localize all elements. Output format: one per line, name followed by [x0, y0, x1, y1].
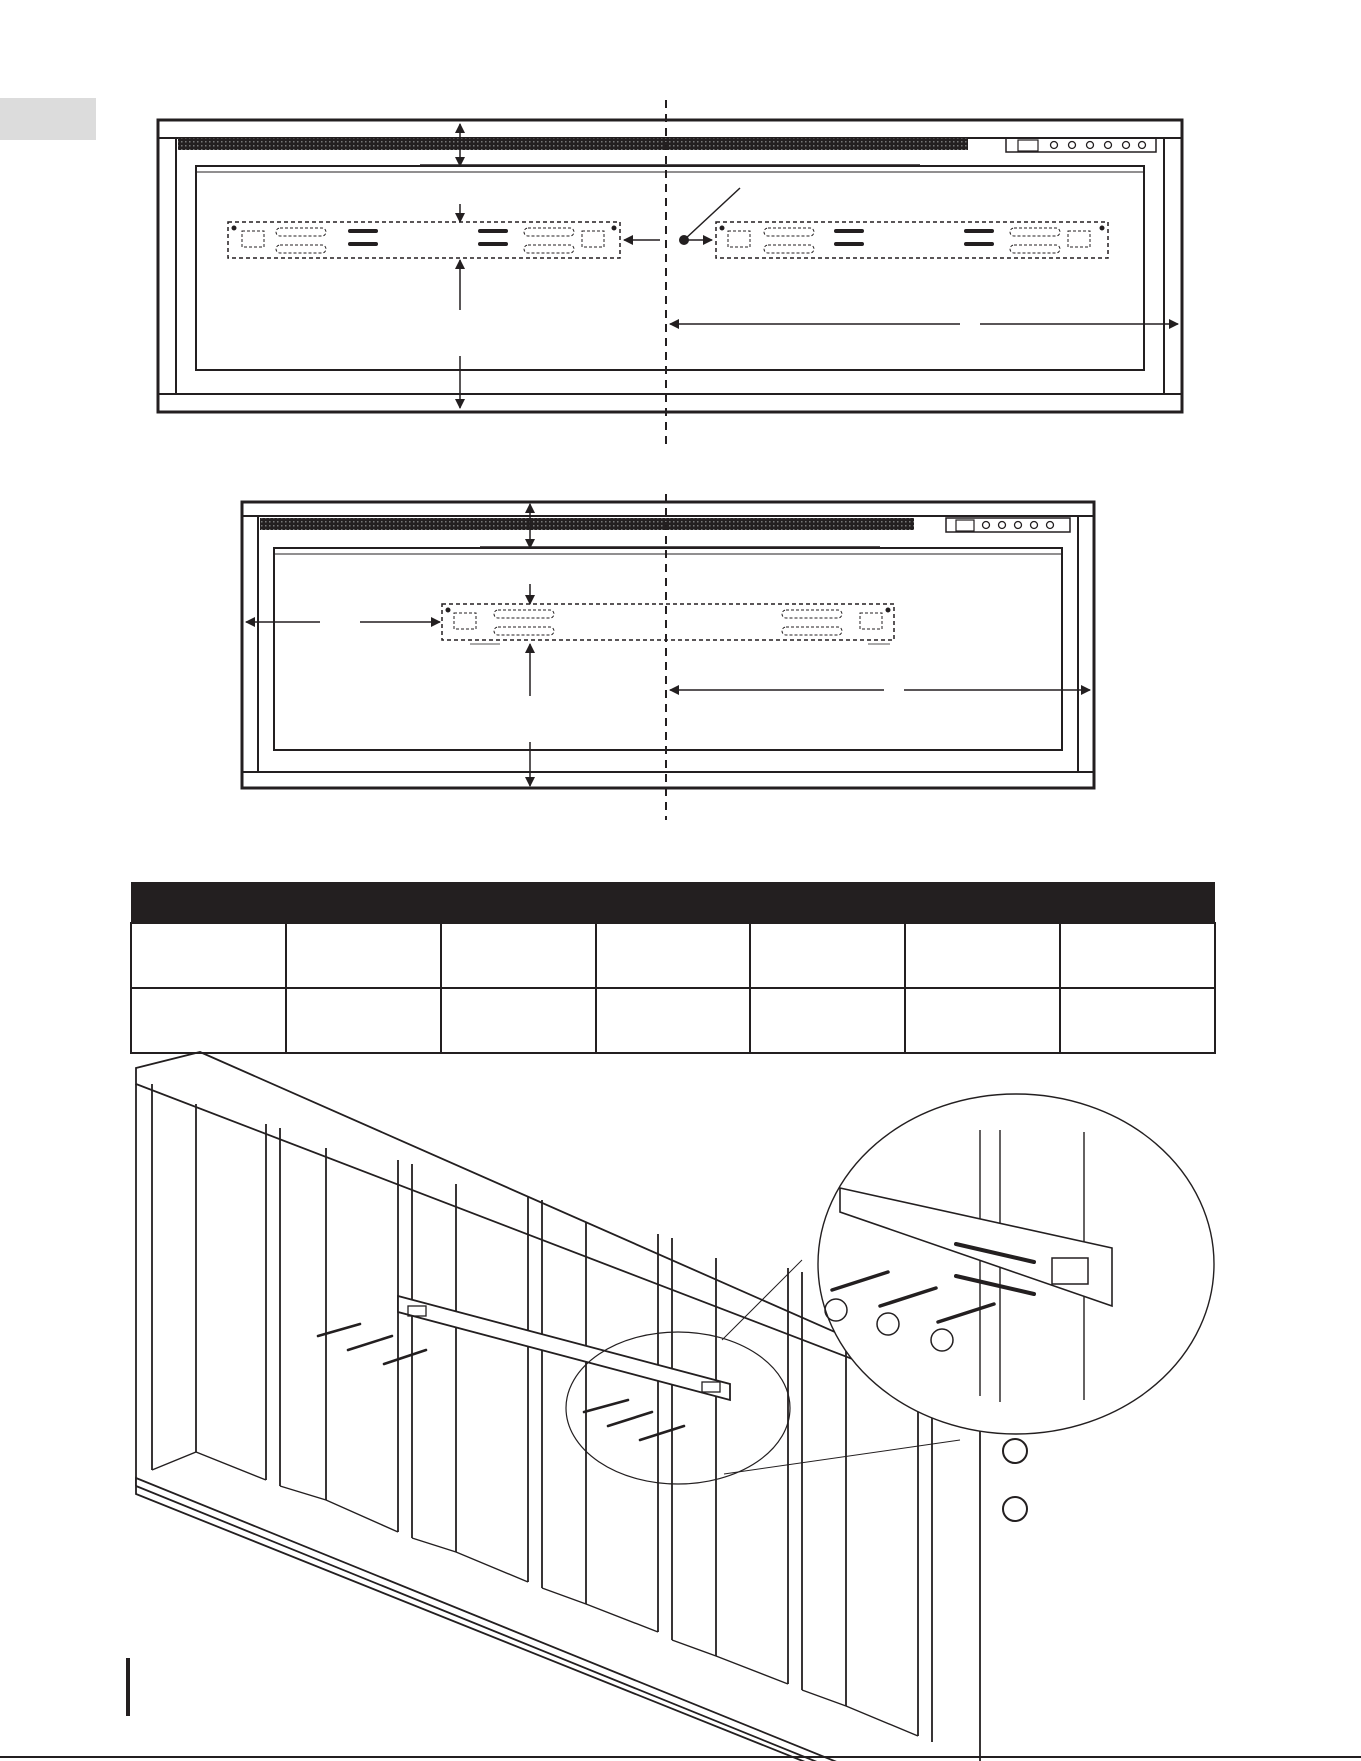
wall-stud-frame-illustration	[136, 1052, 1214, 1761]
table-cell	[905, 923, 1060, 988]
table-cell	[131, 923, 286, 988]
table-cell	[441, 923, 596, 988]
table-header-row	[131, 882, 1215, 923]
wall-bracket-single	[442, 604, 894, 644]
heater-grille-small	[260, 518, 914, 530]
table-cell	[596, 923, 751, 988]
page-footer-rule	[0, 1756, 1361, 1758]
table-header	[131, 882, 1215, 923]
mounting-bracket	[398, 1296, 730, 1400]
table-row	[131, 923, 1215, 988]
wall-bracket-right	[716, 222, 1108, 258]
table-row	[131, 988, 1215, 1053]
wall-bracket-left	[228, 222, 620, 258]
table-cell	[1060, 988, 1215, 1053]
table-cell	[131, 988, 286, 1053]
studs	[196, 1104, 932, 1742]
fireplace-front-view-large	[158, 100, 1182, 444]
specifications-table	[130, 882, 1216, 1054]
table-cell	[286, 923, 441, 988]
table-cell	[441, 988, 596, 1053]
control-buttons	[1051, 142, 1146, 149]
control-buttons-small	[983, 522, 1054, 529]
margin-bar	[126, 1658, 130, 1716]
table-cell	[286, 988, 441, 1053]
table-cell	[750, 923, 905, 988]
table-cell	[596, 988, 751, 1053]
table-cell	[750, 988, 905, 1053]
legend-marker-2	[1002, 1496, 1028, 1522]
fireplace-front-view-small	[242, 494, 1094, 820]
table-cell	[1060, 923, 1215, 988]
legend-marker-1	[1002, 1438, 1028, 1464]
table-cell	[905, 988, 1060, 1053]
heater-grille	[178, 138, 968, 150]
